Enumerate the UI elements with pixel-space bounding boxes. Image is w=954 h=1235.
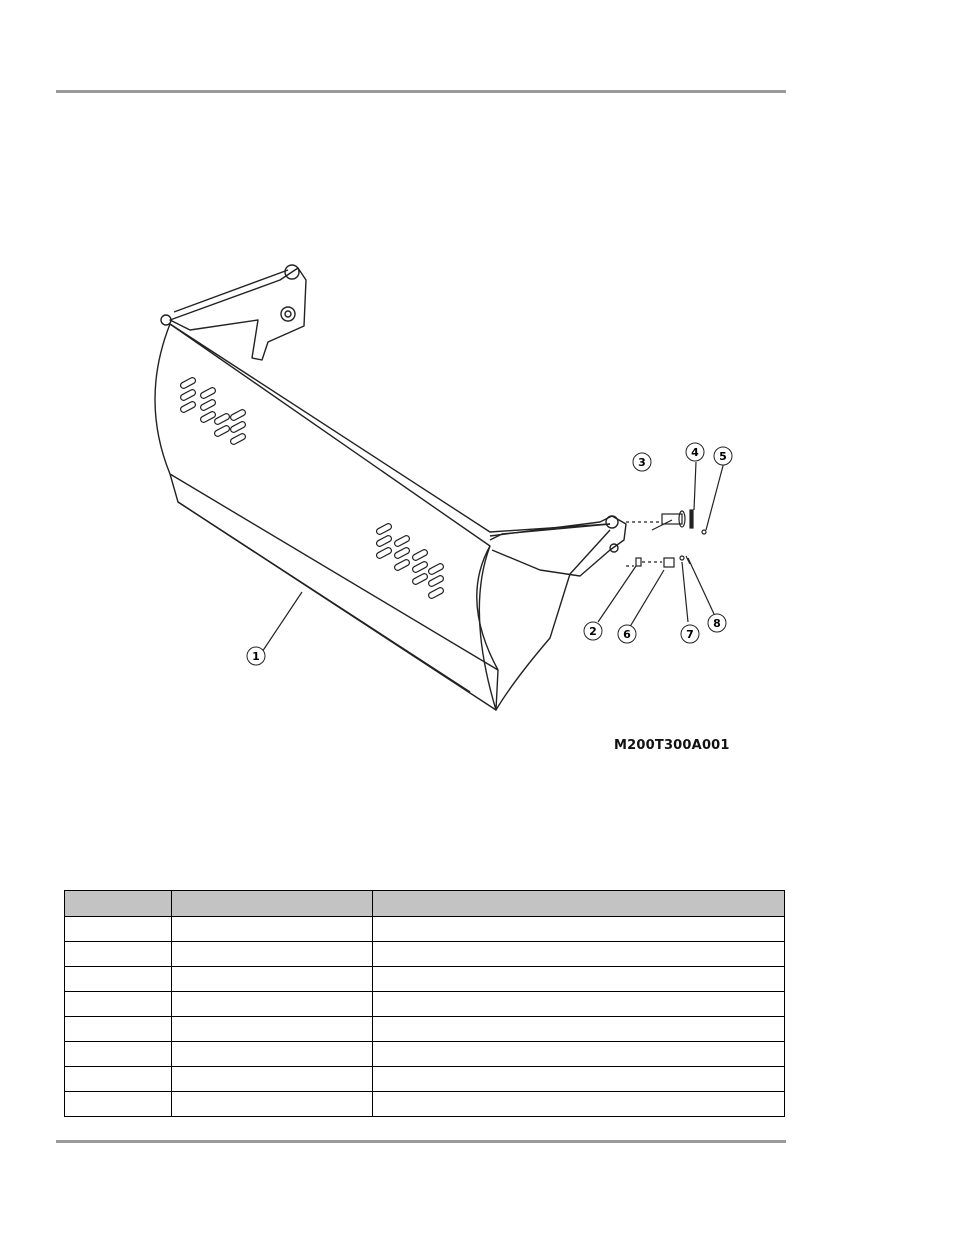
washer-part xyxy=(690,510,693,528)
callouts xyxy=(247,443,732,665)
cell-description xyxy=(373,942,785,967)
svg-text:1: 1 xyxy=(252,650,260,663)
svg-text:8: 8 xyxy=(713,617,721,630)
svg-text:6: 6 xyxy=(623,628,631,641)
callout-2 xyxy=(584,622,602,640)
bushing-part xyxy=(636,558,641,566)
svg-text:5: 5 xyxy=(719,450,727,463)
table-row xyxy=(65,1067,785,1092)
cell-part-number xyxy=(172,1042,373,1067)
table-row xyxy=(65,992,785,1017)
footer-rule xyxy=(56,1140,786,1143)
parts-diagram xyxy=(130,240,750,770)
cell-item xyxy=(65,1067,172,1092)
cell-part-number xyxy=(172,942,373,967)
cell-item xyxy=(65,992,172,1017)
cell-item xyxy=(65,942,172,967)
table-row xyxy=(65,917,785,942)
svg-text:3: 3 xyxy=(638,456,646,469)
cell-part-number xyxy=(172,1092,373,1117)
header-rule xyxy=(56,90,786,93)
cell-part-number xyxy=(172,967,373,992)
cell-part-number xyxy=(172,917,373,942)
callout-6 xyxy=(618,625,636,643)
cell-description xyxy=(373,1067,785,1092)
cell-item xyxy=(65,967,172,992)
blade-face xyxy=(155,324,498,670)
header-part-number xyxy=(172,891,373,917)
clip-part xyxy=(702,530,706,534)
svg-text:7: 7 xyxy=(686,628,694,641)
cell-description xyxy=(373,917,785,942)
cell-description xyxy=(373,1042,785,1067)
cell-item xyxy=(65,917,172,942)
figure-code: M200T300A001 xyxy=(614,738,730,753)
blade-lower-lip xyxy=(170,474,498,710)
blade-end-cap xyxy=(479,530,610,710)
cell-description xyxy=(373,1017,785,1042)
table-row xyxy=(65,1017,785,1042)
callout-1 xyxy=(247,647,265,665)
parts-table xyxy=(64,890,785,1117)
vent-slots-right xyxy=(376,523,445,600)
spacer-part xyxy=(664,558,674,567)
svg-text:4: 4 xyxy=(691,446,699,459)
cell-description xyxy=(373,992,785,1017)
header-item xyxy=(65,891,172,917)
table-row xyxy=(65,942,785,967)
table-header-row xyxy=(65,891,785,917)
cell-item xyxy=(65,1042,172,1067)
cell-description xyxy=(373,967,785,992)
table-row xyxy=(65,967,785,992)
cell-part-number xyxy=(172,1067,373,1092)
callout-5 xyxy=(714,447,732,465)
callout-7 xyxy=(681,625,699,643)
vent-slots-left xyxy=(180,377,247,446)
arm-pivot-lower xyxy=(281,307,295,321)
header-description xyxy=(373,891,785,917)
svg-text:2: 2 xyxy=(589,625,597,638)
callout-3 xyxy=(633,453,651,471)
table-row xyxy=(65,1092,785,1117)
callout-4 xyxy=(686,443,704,461)
callout-8 xyxy=(708,614,726,632)
table-row xyxy=(65,1042,785,1067)
cell-item xyxy=(65,1017,172,1042)
cell-part-number xyxy=(172,992,373,1017)
cell-description xyxy=(373,1092,785,1117)
blade-top-edge xyxy=(170,324,610,532)
cell-item xyxy=(65,1092,172,1117)
cell-part-number xyxy=(172,1017,373,1042)
